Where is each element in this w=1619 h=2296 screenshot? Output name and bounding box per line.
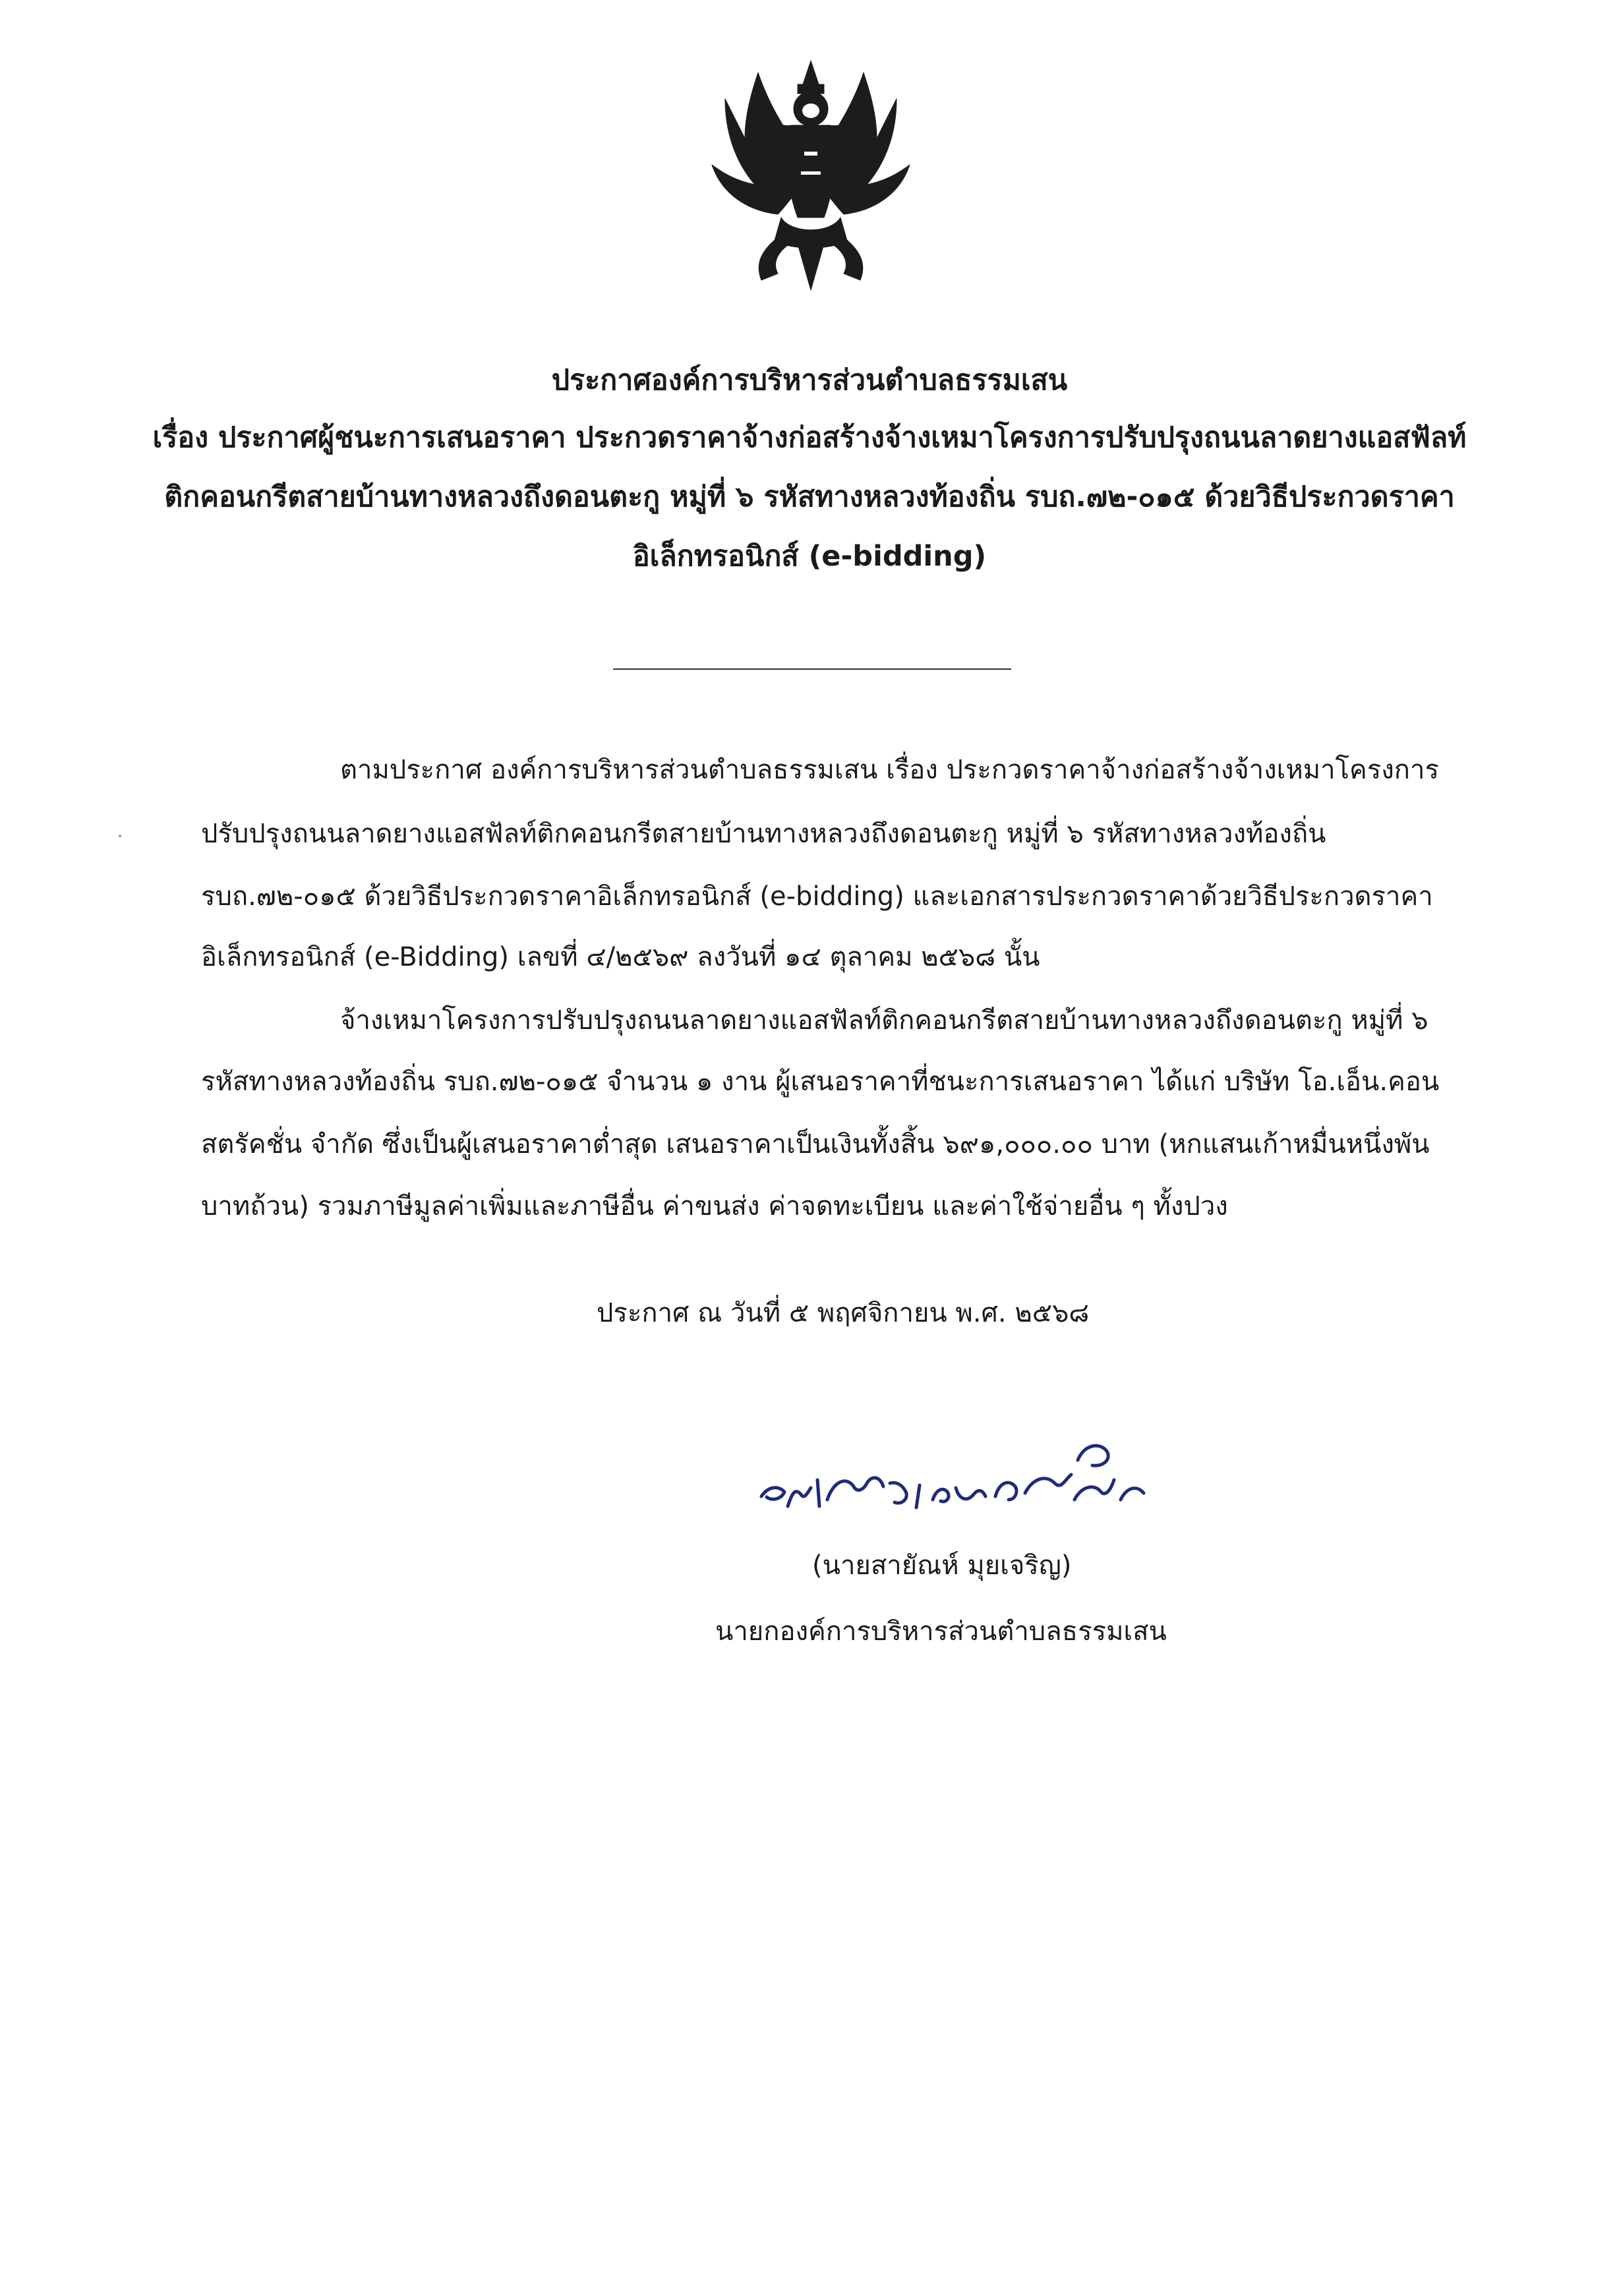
heading-divider [613,668,1011,670]
body-paragraph-1-line: ตามประกาศ องค์การบริหารส่วนตำบลธรรมเสน เรื่อง ประกวดราคาจ้างก่อสร้างจ้างเหมาโครงการ [340,755,1439,785]
body-paragraph-2-line: รหัสทางหลวงท้องถิ่น รบถ.๗๒-๐๑๕ จำนวน ๑ งาน ผู้เสนอราคาที่ชนะการเสนอราคา ได้แก่ บริษัท โอ.เอ็น.คอน [201,1067,1440,1097]
body-paragraph-1-line: รบถ.๗๒-๐๑๕ ด้วยวิธีประกวดราคาอิเล็กทรอนิกส์ (e-bidding) และเอกสารประกวดราคาด้วยวิธีประกวดราคา [201,881,1433,912]
announcement-org-title: ประกาศองค์การบริหารส่วนตำบลธรรมเสน [551,364,1068,397]
body-paragraph-2-line: บาทถ้วน) รวมภาษีมูลค่าเพิ่มและภาษีอื่น ค่าขนส่ง ค่าจดทะเบียน และค่าใช้จ่ายอื่น ๆ ทั้งปวง [201,1191,1228,1222]
announcement-subject-line-2: ติกคอนกรีตสายบ้านทางหลวงถึงดอนตะกู หมู่ที่ ๖ รหัสทางหลวงท้องถิ่น รบถ.๗๒-๐๑๕ ด้วยวิธีประกวดราคา [164,481,1455,514]
body-paragraph-1-line: อิเล็กทรอนิกส์ (e-Bidding) เลขที่ ๔/๒๕๖๙ ลงวันที่ ๑๔ ตุลาคม ๒๕๖๘ นั้น [201,942,1040,972]
garuda-emblem-icon [699,53,923,297]
announcement-date: ประกาศ ณ วันที่ ๕ พฤศจิกายน พ.ศ. ๒๕๖๘ [597,1298,1090,1328]
body-paragraph-1-line: ปรับปรุงถนนลาดยางแอสฟัลท์ติกคอนกรีตสายบ้านทางหลวงถึงดอนตะกู หมู่ที่ ๖ รหัสทางหลวงท้องถิ่น [201,819,1326,849]
announcement-subject-line-1: เรื่อง ประกาศผู้ชนะการเสนอราคา ประกวดราคาจ้างก่อสร้างจ้างเหมาโครงการปรับปรุงถนนลาดยางแอสฟัลท์ [152,421,1467,454]
body-paragraph-2-line: สตรัคชั่น จำกัด ซึ่งเป็นผู้เสนอราคาต่ำสุด เสนอราคาเป็นเงินทั้งสิ้น ๖๙๑,๐๐๐.๐๐ บาท (หกแสนเก้าหมื่นหนึ่งพัน [201,1129,1430,1160]
announcement-subject-line-3: อิเล็กทรอนิกส์ (e-bidding) [632,540,987,573]
handwritten-signature [755,1434,1163,1533]
signer-title: นายกองค์การบริหารส่วนตำบลธรรมเสน [715,1616,1167,1647]
signer-name: (นายสายัณห์ มุยเจริญ) [812,1550,1072,1581]
body-paragraph-2-line: จ้างเหมาโครงการปรับปรุงถนนลาดยางแอสฟัลท์ติกคอนกรีตสายบ้านทางหลวงถึงดอนตะกู หมู่ที่ ๖ [340,1005,1428,1036]
margin-mark [119,835,121,837]
